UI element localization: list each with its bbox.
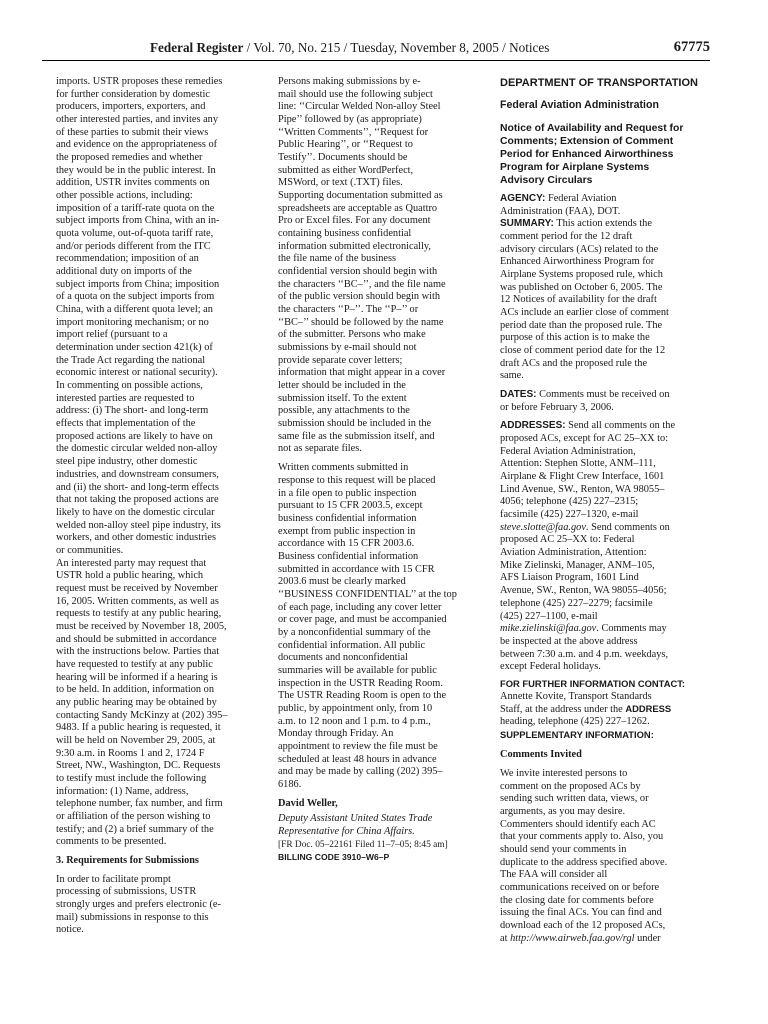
text-line: Attention: Stephen Slotte, ANM–111, (500, 458, 656, 470)
text-line: subject imports from China; imposition (56, 278, 220, 290)
text-line: other possible actions, including: (56, 190, 193, 202)
text-line: Street, NW., Washington, DC. Requests (56, 760, 221, 772)
text-line: for further consideration by domestic (56, 88, 210, 100)
text-line: Mike Zielinski, Manager, ANM–105, (500, 559, 655, 571)
text-line: subject imports from China, with an in- (56, 215, 220, 227)
text-line: the characters ‘‘P–’’. The ‘‘P–’’ or (278, 304, 419, 316)
text-line: Program for Airplane Systems (500, 162, 650, 173)
text-line: proposed AC 25–XX to: Federal (500, 534, 635, 546)
text-line: that not taking the proposed actions are (56, 494, 219, 506)
text-line: Supporting documentation submitted as (278, 190, 443, 202)
addresses-line (500, 420, 712, 433)
text-line: in a file open to public inspection (278, 487, 417, 499)
text-line: The USTR Reading Room is open to the (278, 690, 447, 702)
text-line: of the public version should begin with (278, 291, 441, 303)
text-line: likely to have on the domestic circular (56, 506, 215, 518)
addresses-body-2 (500, 534, 712, 623)
page-number: 67775 (673, 39, 710, 55)
text-line: Testify’’. Documents should be (278, 152, 408, 164)
text-line: processing of submissions, USTR (56, 886, 197, 898)
text-line: of a quota on the subject imports from (56, 291, 215, 303)
column-1-tail (56, 874, 261, 937)
text-line: Business confidential information (278, 550, 419, 562)
text-line: 9483. If a public hearing is requested, it (56, 722, 221, 734)
text-line: imports. USTR proposes these remedies (56, 76, 223, 87)
email1-after: . Send comments on (585, 521, 670, 533)
text-line: MSWord, or text (.TXT) files. (278, 177, 403, 189)
text-line: telephone number, fax number, and firm (56, 798, 223, 810)
text-line: In commenting on possible actions, (56, 380, 203, 392)
column-1-body (56, 76, 261, 849)
text-line: scheduled at least 48 hours in advance (278, 753, 437, 765)
text-line: and/or periods different from the ITC (56, 240, 211, 252)
text-line: Period for Enhanced Airworthiness (500, 149, 674, 160)
addresses-body-3 (500, 636, 712, 674)
summary-label: SUMMARY: (500, 218, 554, 230)
text-line: of these parties to submit their views (56, 126, 209, 138)
text-line: business confidential information (278, 512, 417, 524)
text-line: USTR hold a public hearing, which (56, 570, 204, 582)
text-line: was published on October 6, 2005. The (500, 281, 663, 293)
column-2 (278, 76, 488, 864)
dates-label: DATES: (500, 389, 537, 401)
summary-body (500, 231, 712, 383)
text-line: will be held on November 29, 2005, at (56, 734, 216, 746)
column-1 (56, 76, 261, 937)
signer-title (278, 813, 488, 838)
text-line: any public hearing may be obtained by (56, 696, 217, 708)
agency-line-2: Administration (FAA), DOT. (500, 205, 621, 217)
text-line: they would be in the public interest. In (56, 164, 216, 176)
text-line: address: (i) The short- and long-term (56, 405, 209, 417)
text-line: submissions by e-mail should not (278, 342, 417, 354)
text-line: Enhanced Airworthiness Program for (500, 256, 655, 268)
header-citation (150, 40, 549, 56)
text-line: pursuant to 15 CFR 2003.5, except (278, 500, 423, 512)
text-line: must be received by November 18, 2005, (56, 620, 227, 632)
text-line: download each of the 12 proposed ACs, (500, 919, 666, 931)
text-line: summaries will be available for public (278, 664, 437, 676)
text-line: Advisory Circulars (500, 175, 593, 186)
text-line: Pro or Excel files. For any document (278, 215, 431, 227)
text-line: exempt from public inspection in (278, 525, 416, 537)
text-line: to testify must include the following (56, 772, 207, 784)
invite-body (500, 768, 712, 933)
text-line: Pipe’’ followed by (as appropriate) (278, 114, 422, 126)
text-line: 4056; telephone (425) 227–2315; (500, 496, 639, 508)
text-line: the domestic circular welded non-alloy (56, 443, 218, 455)
dates-text-1: Comments must be received on (536, 389, 670, 401)
text-line: spreadsheets are acceptable as Quattro (278, 202, 438, 214)
column-2-body-b (278, 462, 488, 791)
text-line: industries, and downstream consumers, (56, 468, 219, 480)
contact-line-1: Annette Kovite, Transport Standards (500, 690, 652, 702)
text-line: 2003.6 must be clearly marked (278, 576, 406, 588)
text-line: by a nonconfidential summary of the (278, 626, 431, 638)
url-suffix: under (634, 932, 661, 944)
text-line: steel pipe industry, other domestic (56, 456, 198, 468)
text-line: accordance with 15 CFR 2003.6. (278, 538, 415, 550)
text-line: proposed actions are likely to have on (56, 430, 213, 442)
summary-text-1: This action extends the (553, 218, 652, 230)
text-line: or cover page, and must be accompanied (278, 614, 447, 626)
text-line: hearing will be informed if a hearing is (56, 671, 218, 683)
dates-line-2: or before February 3, 2006. (500, 401, 614, 413)
text-line: We invite interested persons to (500, 767, 628, 779)
text-line: mail) submissions in response to this (56, 911, 209, 923)
agency-heading: Federal Aviation Administration (500, 99, 659, 111)
notice-title (500, 122, 712, 187)
text-line: comment on the proposed ACs by (500, 780, 641, 792)
text-line: additional duty on imports of the (56, 266, 192, 278)
email-line-2 (500, 623, 712, 636)
text-line: the closing date for comments before (500, 894, 654, 906)
text-line: Deputy Assistant United States Trade (278, 813, 433, 825)
text-line: (425) 227–1100, e-mail (500, 610, 598, 622)
text-line: duplicate to the address specified above. (500, 856, 668, 868)
running-header (42, 40, 710, 61)
text-line: requests to testify at any public hearing, (56, 608, 222, 620)
text-line: comment period for the 12 draft (500, 231, 633, 243)
text-line: have requested to testify at any public (56, 658, 213, 670)
text-line: documents and nonconfidential (278, 652, 408, 664)
text-line: or affiliation of the person wishing to (56, 810, 211, 822)
fr-doc-line: [FR Doc. 05–22161 Filed 11–7–05; 8:45 am] (278, 839, 448, 850)
text-line: same file as the submission itself, and (278, 430, 435, 442)
text-line: Avenue, SW., Renton, WA 98055–4056; (500, 585, 667, 597)
agency-label: AGENCY: (500, 193, 546, 204)
text-line: submission should be included in the (278, 418, 432, 430)
text-line: 16, 2005. Written comments, as well as (56, 595, 219, 607)
journal-name: Federal Register (150, 40, 244, 55)
text-line: line: ‘‘Circular Welded Non-alloy Steel (278, 101, 441, 113)
text-line: proposed ACs, except for AC 25–XX to: (500, 433, 669, 445)
text-line: Commenters should identify each AC (500, 818, 656, 830)
text-line: effects that implementation of the (56, 418, 196, 430)
text-line: 12 Notices of availability for the draft (500, 294, 657, 306)
text-line: mail should use the following subject (278, 88, 433, 100)
text-line: information: (1) Name, address, (56, 785, 189, 797)
section-heading-requirements: 3. Requirements for Submissions (56, 854, 199, 866)
text-line: of each page, including any cover letter (278, 601, 442, 613)
text-line: Lind Avenue, SW., Renton, WA 98055– (500, 483, 665, 495)
text-line: economic interest or national security). (56, 367, 218, 379)
text-line: Airplane Systems proposed rule, which (500, 269, 663, 281)
text-line: In order to facilitate prompt (56, 873, 171, 885)
text-line: telephone (425) 227–2279; facsimile (500, 597, 653, 609)
email-line-1 (500, 522, 712, 535)
email-mike-zielinski[interactable]: mike.zielinski@faa.gov (500, 623, 597, 635)
contact-line-2 (500, 703, 712, 716)
department-heading: DEPARTMENT OF TRANSPORTATION (500, 77, 698, 89)
text-line: ACs include an earlier close of comment (500, 307, 669, 319)
text-line: The FAA will consider all (500, 869, 608, 881)
text-line: submitted as either WordPerfect, (278, 164, 414, 176)
text-line: ‘‘BUSINESS CONFIDENTIAL’’ at the top (278, 588, 457, 600)
text-line: China, with a different quota level; an (56, 304, 213, 316)
text-line: Airplane & Flight Crew Interface, 1601 (500, 471, 665, 483)
text-line: workers, and other domestic industries (56, 532, 217, 544)
text-line: and should be submitted in accordance (56, 633, 217, 645)
text-line: to be held. In addition, information on (56, 684, 214, 696)
text-line: 9:30 a.m. in Rooms 1 and 2, 1724 F (56, 747, 205, 759)
text-line: Written comments submitted in (278, 462, 409, 474)
text-line: ‘‘Written Comments’’, ‘‘Request for (278, 126, 429, 138)
text-line: Representative for China Affairs. (278, 825, 415, 837)
contact-label: FOR FURTHER INFORMATION CONTACT: (500, 677, 686, 689)
text-line: the file name of the business (278, 253, 397, 265)
text-line: draft ACs and the proposed rule the (500, 357, 648, 369)
text-line: that your comments apply to. Also, you (500, 831, 664, 843)
text-line: and (ii) the short- and long-term effects (56, 481, 219, 493)
dates-line (500, 389, 712, 402)
faa-rgl-link[interactable]: http://www.airweb.faa.gov/rgl (510, 932, 635, 944)
text-line: period date than the proposed rule. The (500, 319, 663, 331)
text-line: recommendation; imposition of an (56, 253, 199, 265)
addresses-label: ADDRESSES: (500, 420, 566, 432)
text-line: interested parties are requested to (56, 392, 195, 404)
supplementary-label: SUPPLEMENTARY INFORMATION: (500, 728, 654, 740)
text-line: information submitted electronically, (278, 240, 432, 252)
text-line: Aviation Administration, Attention: (500, 547, 647, 559)
text-line: except Federal holidays. (500, 661, 601, 673)
url-prefix: at (500, 932, 511, 944)
text-line: submission itself. To the extent (278, 392, 407, 404)
text-line: ‘‘BC–’’ should be followed by the name (278, 316, 444, 328)
contact-line-3: heading, telephone (425) 227–1262. (500, 715, 650, 727)
text-line: comments to be presented. (56, 836, 167, 848)
text-line: inspection in the USTR Reading Room. (278, 677, 443, 689)
text-line: same. (500, 370, 524, 382)
signer-name: David Weller, (278, 797, 338, 809)
url-line (500, 933, 712, 946)
text-line: and evidence on the appropriateness of (56, 139, 218, 151)
text-line: Comments; Extension of Comment (500, 136, 674, 147)
text-line: strongly urges and prefers electronic (e- (56, 899, 221, 910)
addresses-body-1 (500, 433, 712, 522)
agency-line (500, 193, 712, 206)
text-line: of the submitter. Persons who make (278, 329, 426, 341)
text-line: confidential information. All public (278, 639, 426, 651)
text-line: provide separate cover letters; (278, 354, 403, 366)
text-line: or communities. (56, 544, 124, 556)
text-line: producers, importers, exporters, and (56, 101, 206, 113)
addresses-first: Send all comments on the (565, 420, 676, 432)
text-line: sending such written data, views, or (500, 793, 649, 805)
text-line: import monitoring mechanism; or no (56, 316, 209, 328)
text-line: imposition of a tariff-rate quota on the (56, 202, 215, 214)
text-line: a.m. to 12 noon and 1 p.m. to 4 p.m., (278, 715, 431, 727)
text-line: possible, any attachments to the (278, 405, 410, 417)
text-line: Notice of Availability and Request for (500, 123, 684, 134)
text-line: appointment to review the file must be (278, 740, 438, 752)
text-line: request must be received by November (56, 582, 218, 594)
address-caps: ADDRESS (625, 703, 672, 715)
text-line: arguments, as you may desire. (500, 805, 626, 817)
text-line: quota volume, out-of-quota tariff rate, (56, 228, 214, 240)
contact-line-2-text: Staff, at the address under the (500, 704, 626, 716)
text-line: and may be made by calling (202) 395– (278, 766, 443, 778)
text-line: purpose of this action is to make the (500, 332, 650, 344)
text-line: Public Hearing’’, or ‘‘Request to (278, 139, 413, 151)
text-line: close of comment period date for the 12 (500, 345, 666, 357)
text-line: determination under section 421(k) of (56, 342, 213, 354)
text-line: public, by appointment only, from 10 (278, 702, 433, 714)
text-line: the characters ‘‘BC–’’, and the file name (278, 278, 446, 290)
text-line: addition, USTR invites comments on (56, 177, 210, 189)
text-line: information that might appear in a cover (278, 367, 446, 379)
text-line: advisory circulars (ACs) related to the (500, 243, 659, 255)
text-line: issuing the final ACs. You can find and (500, 907, 662, 919)
text-line: facsimile (425) 227–1320, e-mail (500, 509, 639, 521)
text-line: Federal Aviation Administration, (500, 445, 636, 457)
text-line: the Trade Act regarding the national (56, 354, 206, 366)
text-line: containing business confidential (278, 228, 412, 240)
text-line: 6186. (278, 778, 302, 790)
issue-info: / Vol. 70, No. 215 / Tuesday, November 8, 2005 / Notices (243, 40, 550, 55)
text-line: notice. (56, 924, 84, 936)
text-line: the proposed remedies and whether (56, 152, 203, 164)
text-line: import relief (pursuant to a (56, 329, 168, 341)
text-line: contacting Sandy McKinzy at (202) 395– (56, 709, 228, 721)
text-line: An interested party may request that (56, 557, 207, 569)
email2-after: . Comments may (596, 623, 667, 635)
summary-line (500, 218, 712, 231)
text-line: with the instructions below. Parties that (56, 646, 220, 658)
text-line: not as separate files. (278, 443, 362, 455)
billing-code: BILLING CODE 3910–W6–P (278, 852, 390, 863)
text-line: welded non-alloy steel pipe industry, its (56, 519, 221, 531)
text-line: submitted in accordance with 15 CFR (278, 563, 435, 575)
email-stephen-slotte[interactable]: steve.slotte@faa.gov (500, 521, 586, 533)
text-line: response to this request will be placed (278, 474, 436, 486)
text-line: AFS Liaison Program, 1601 Lind (500, 572, 639, 584)
text-line: Persons making submissions by e- (278, 76, 421, 87)
text-line: confidential version should begin with (278, 266, 438, 278)
text-line: letter should be included in the (278, 380, 406, 392)
text-line: should send your comments in (500, 843, 627, 855)
text-line: other interested parties, and invites any (56, 114, 218, 126)
comments-invited-heading: Comments Invited (500, 749, 582, 761)
text-line: Monday through Friday. An (278, 728, 394, 740)
column-3 (500, 76, 712, 945)
text-line: communications received on or before (500, 881, 660, 893)
text-line: testify; and (2) a brief summary of the (56, 823, 214, 835)
text-line: between 7:30 a.m. and 4 p.m. weekdays, (500, 648, 669, 660)
text-line: be inspected at the above address (500, 635, 638, 647)
agency-text-1: Federal Aviation (545, 193, 617, 204)
column-2-body (278, 76, 488, 456)
